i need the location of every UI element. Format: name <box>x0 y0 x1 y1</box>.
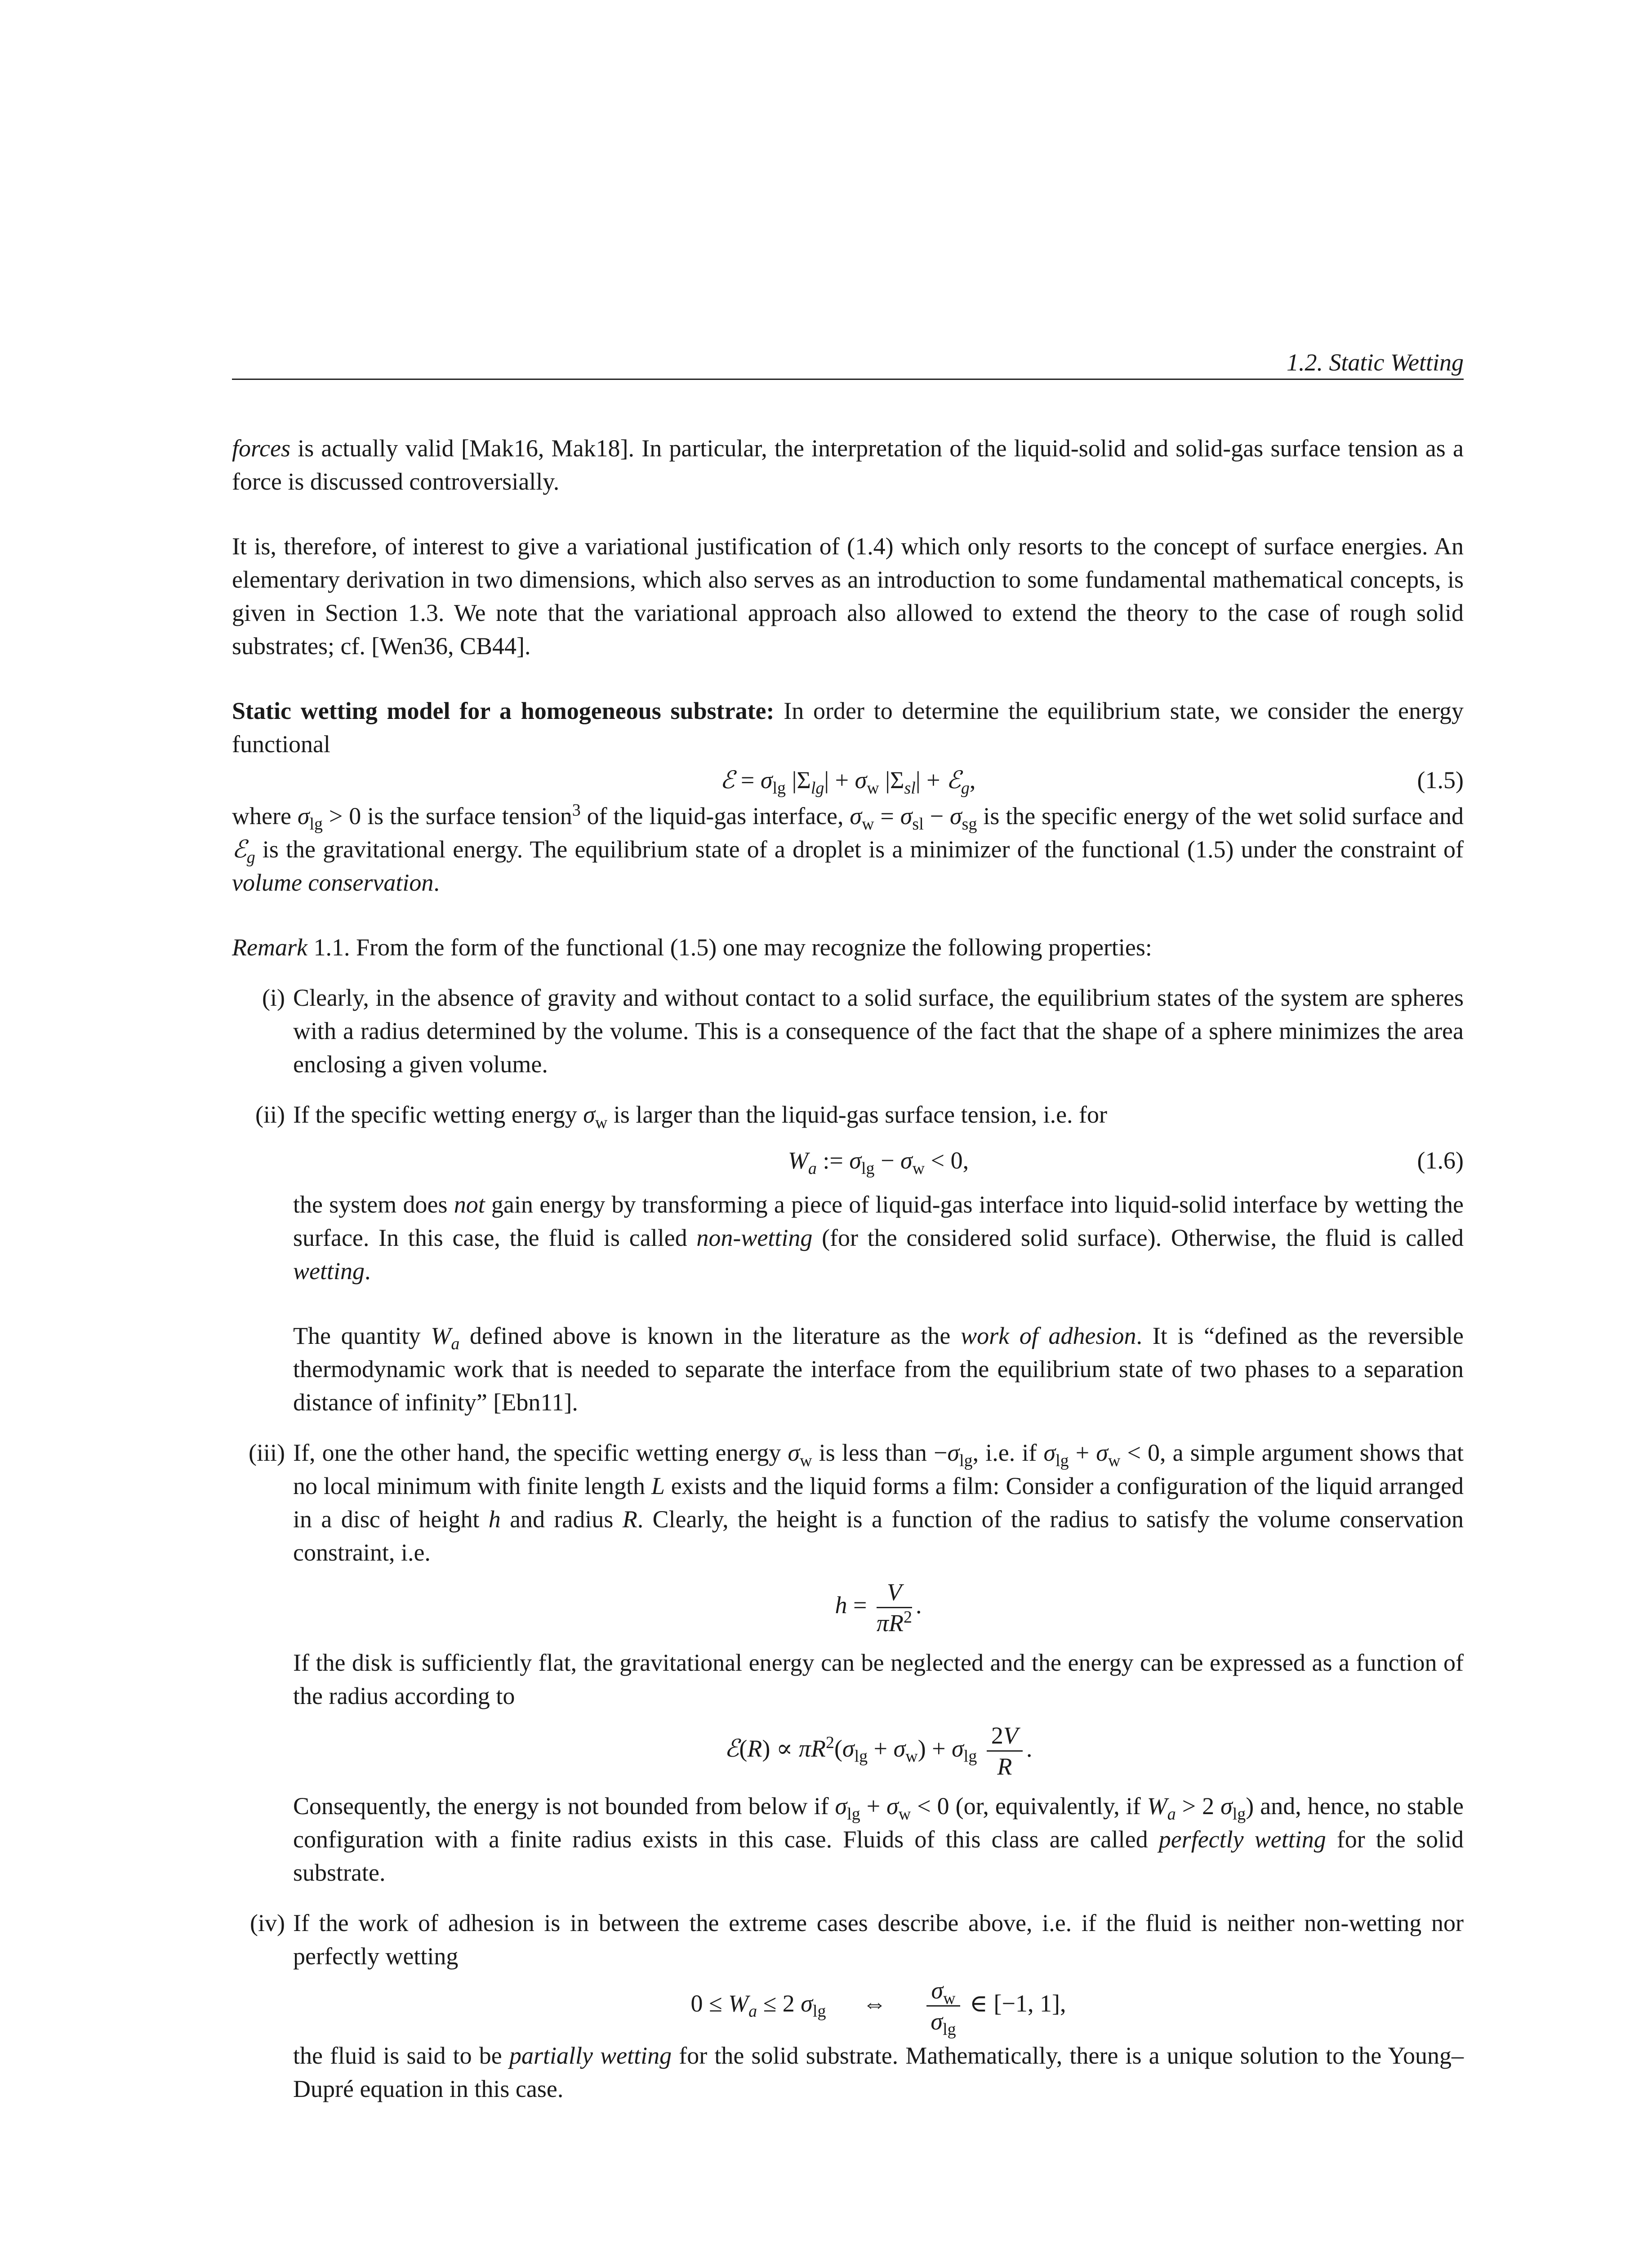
equation-height: h = $\frac{V}{\pi R^2}$ . <box>293 1577 1464 1638</box>
page-body <box>232 432 1464 2105</box>
list-item-ii: (ii) If the specific wetting energy $\sigma_w$ is larger than the liquid-gas surface tension, i.e. for $W_a$ := $\sigma_{lg} - \sigma_w < 0$, (1.6) the system does not gain energy by transforming a piece of liquid-gas interface into liquid-solid interface by wetting the surface. In this case, the fluid is called non-wetting (for the considered solid surface). Otherwise, the fluid is called wetting. The quantity $W_a$ defined above is known in the literature as the work of adhesion. It is “defined as the reversible thermodynamic work that is needed to separate the interface from the equilibrium state of two phases to a separation distance of infinity” [Ebn11]. <box>232 1098 1464 1419</box>
paragraph-1: forces is actually valid [Mak16, Mak18]. In particular, the interpretation of the liquid-solid and solid-gas surface tension as a force is discussed controversially. <box>232 435 1464 495</box>
section-title: 1.2. Static Wetting <box>1287 349 1464 376</box>
list-item-i: (i) Clearly, in the absence of gravity and without contact to a solid surface, the equilibrium states of the system are spheres with a radius determined by the volume. This is a consequence of the fact that the shape of a sphere minimizes the area enclosing a given volume. <box>232 981 1464 1081</box>
item-label: (ii) <box>255 1101 285 1128</box>
work-of-adhesion-paragraph: The quantity $W_a$ defined above is known in the literature as the work of adhesion. It is “defined as the reversible thermodynamic work that is needed to separate the interface from the equilibrium state of two phases to a separation distance of infinity” [Ebn11]. <box>293 1322 1464 1416</box>
equation-1-5: ℰ = $\sigma_{lg}$ $|\Sigma_{lg}| + \sigma_w$ $|\Sigma_{sl}|$ + ℰ$_g$, (1.5) <box>232 761 1464 799</box>
paragraph-2: It is, therefore, of interest to give a variational justification of (1.4) which only resorts to the concept of surface energies. An elementary derivation in two dimensions, which also serves as an introduction to some fundamental mathematical concepts, is given in Section 1.3. We note that the variational approach also allowed to extend the theory to the case of rough solid substrates; cf. [Wen36, CB44]. <box>232 533 1464 660</box>
list-item-iv: (iv) If the work of adhesion is in between the extreme cases describe above, i.e. if the fluid is neither non-wetting nor perfectly wetting $0 \le W_a \le 2$ $\sigma_{lg}$ ⇔ $\frac{\sigma_w}{\sigma_{lg}}$ ∈ [−1, 1], the fluid is said to be partially wetting for the solid substrate. Mathematically, there is a unique solution to the Young–Dupré equation in this case. <box>232 1906 1464 2105</box>
equation-energy-radius: ℰ(R) ∝ $\pi R^2(\sigma_{lg} + \sigma_w) + \sigma_{lg}$ $\frac{2V}{R}$ . <box>293 1721 1464 1781</box>
running-header <box>232 349 1464 380</box>
remark-1-1: Remark 1.1. From the form of the functional (1.5) one may recognize the following properties: <box>232 934 1152 961</box>
item-label: (i) <box>262 984 285 1011</box>
equation-1-6: $W_a$ := $\sigma_{lg} - \sigma_w < 0$, (1.6) <box>293 1141 1464 1180</box>
equation-number: (1.6) <box>1417 1147 1464 1174</box>
item-label: (iii) <box>249 1439 285 1466</box>
equation-partial-wetting: $0 \le W_a \le 2$ $\sigma_{lg}$ ⇔ $\frac{\sigma_w}{\sigma_{lg}}$ ∈ [−1, 1], <box>293 1976 1464 2036</box>
item-label: (iv) <box>250 1909 285 1936</box>
model-heading: Static wetting model for a homogeneous substrate: <box>232 697 775 724</box>
list-item-iii: (iii) If, one the other hand, the specific wetting energy $\sigma_w$ is less than $-\sigma_{lg}$, i.e. if $\sigma_{lg} + \sigma_w < 0$, a simple argument shows that no local minimum with finite length L exists and the liquid forms a film: Consider a configuration of the liquid arranged in a disc of height h and radius R. Clearly, the height is a function of the radius to satisfy the volume conservation constraint, i.e. h = $\frac{V}{\pi R^2}$ . If the disk is sufficiently flat, the gravitational energy can be neglected and the energy can be expressed as a function of the radius according to ℰ(R) ∝ $\pi R^2(\sigma_{lg} + \sigma_w) + \sigma_{lg}$ $\frac{2V}{R}$ . Consequently, the energy is not bounded from below if $\sigma_{lg} + \sigma_w < 0$ (or, equivalently, if $W_a > 2$ $\sigma_{lg}$) and, hence, no stable configuration with a finite radius exists in this case. Fluids of this class are called perfectly wetting for the solid substrate. <box>232 1436 1464 1889</box>
equation-number: (1.5) <box>1417 767 1464 794</box>
where-paragraph: where $\sigma_{lg} > 0$ is the surface tension$^3$ of the liquid-gas interface, $\sigma_w = \sigma_{sl} - \sigma_{sg}$ is the specific energy of the wet solid surface and ℰ$_g$ is the gravitational energy. The equilibrium state of a droplet is a minimizer of the functional (1.5) under the constraint of volume conservation. <box>232 801 1464 896</box>
model-paragraph: Static wetting model for a homogeneous substrate: In order to determine the equilibrium state, we consider the energy functional <box>232 697 1464 758</box>
non-wetting-paragraph: the system does not gain energy by transforming a piece of liquid-gas interface into liquid-solid interface by wetting the surface. In this case, the fluid is called non-wetting (for the considered solid surface). Otherwise, the fluid is called wetting. <box>293 1191 1464 1285</box>
